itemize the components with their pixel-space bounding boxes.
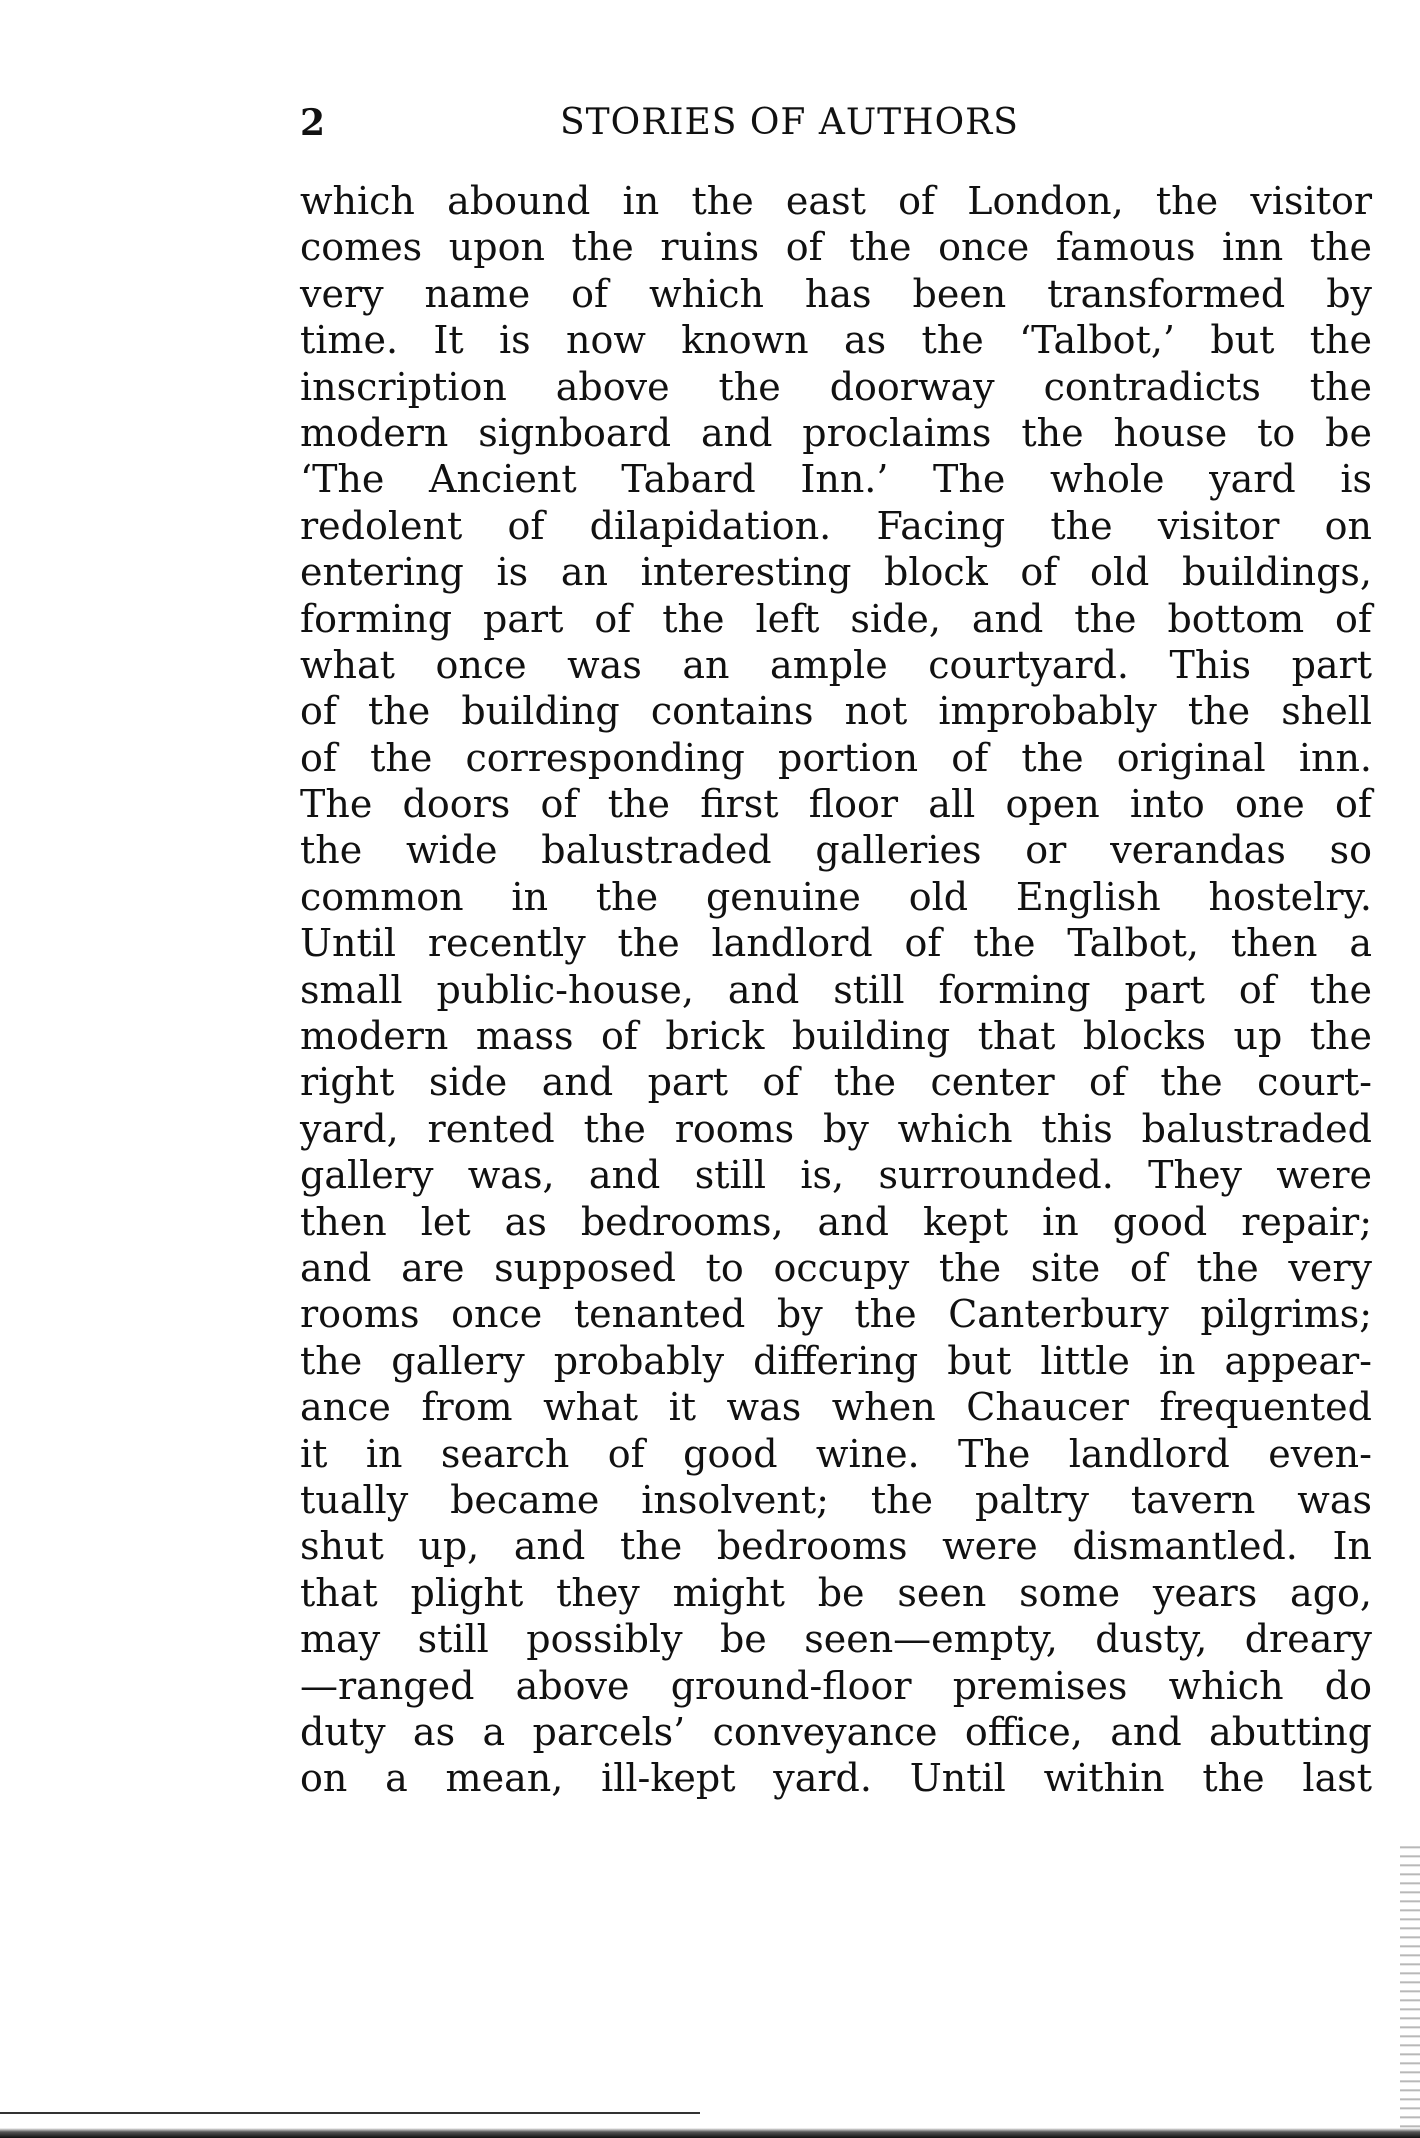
text-line: common in the genuine old English hostelry. — [300, 874, 1372, 919]
text-line: gallery was, and still is, surrounded. They were — [300, 1153, 1372, 1198]
text-line: small public-house, and still forming part of the — [300, 967, 1372, 1012]
text-line: that plight they might be seen some years ago, — [300, 1570, 1372, 1615]
text-line: it in search of good wine. The landlord even- — [300, 1431, 1372, 1476]
text-line: redolent of dilapidation. Facing the visitor on — [300, 503, 1372, 548]
text-line: ‘The Ancient Tabard Inn.’ The whole yard is — [300, 457, 1372, 502]
text-line: time. It is now known as the ‘Talbot,’ but the — [300, 318, 1372, 363]
text-line: inscription above the doorway contradicts the — [300, 364, 1372, 409]
text-line: may still possibly be seen—empty, dusty, dreary — [300, 1617, 1372, 1662]
text-line: modern mass of brick building that blocks up the — [300, 1014, 1372, 1059]
text-line: comes upon the ruins of the once famous inn the — [300, 225, 1372, 270]
text-line: and are supposed to occupy the site of the very — [300, 1245, 1372, 1290]
text-line: forming part of the left side, and the bottom of — [300, 596, 1372, 641]
text-line: duty as a parcels’ conveyance office, and abutting — [300, 1709, 1372, 1754]
text-line: then let as bedrooms, and kept in good repair; — [300, 1199, 1372, 1244]
text-line: yard, rented the rooms by which this balustraded — [300, 1106, 1372, 1151]
text-line: shut up, and the bedrooms were dismantled. In — [300, 1524, 1372, 1569]
running-title: STORIES OF AUTHORS — [560, 102, 1019, 143]
text-line: entering is an interesting block of old buildings, — [300, 550, 1372, 595]
scan-edge-specks — [1400, 1840, 1420, 2130]
text-line: rooms once tenanted by the Canterbury pilgrims; — [300, 1292, 1372, 1337]
text-line: Until recently the landlord of the Talbot, then a — [300, 921, 1372, 966]
scan-rule — [0, 2112, 700, 2114]
text-line: the gallery probably differing but little in appear- — [300, 1338, 1372, 1383]
text-line: the wide balustraded galleries or verandas so — [300, 828, 1372, 873]
scan-bottom-edge — [0, 2128, 1420, 2138]
page-number: 2 — [300, 102, 326, 144]
text-line: modern signboard and proclaims the house to be — [300, 410, 1372, 455]
running-head — [300, 102, 1380, 152]
text-line: ance from what it was when Chaucer frequented — [300, 1385, 1372, 1430]
text-line: tually became insolvent; the paltry tavern was — [300, 1477, 1372, 1522]
text-line: right side and part of the center of the court- — [300, 1060, 1372, 1105]
text-line: —ranged above ground-floor premises which do — [300, 1663, 1372, 1708]
body-text — [300, 178, 1372, 1802]
text-line: The doors of the first floor all open into one of — [300, 782, 1372, 827]
text-line: of the building contains not improbably the shell — [300, 689, 1372, 734]
text-line: on a mean, ill-kept yard. Until within the last — [300, 1756, 1372, 1801]
text-line: which abound in the east of London, the visitor — [300, 179, 1372, 223]
text-line: of the corresponding portion of the original inn. — [300, 735, 1372, 780]
text-line: what once was an ample courtyard. This part — [300, 642, 1372, 687]
text-line: very name of which has been transformed by — [300, 271, 1372, 316]
